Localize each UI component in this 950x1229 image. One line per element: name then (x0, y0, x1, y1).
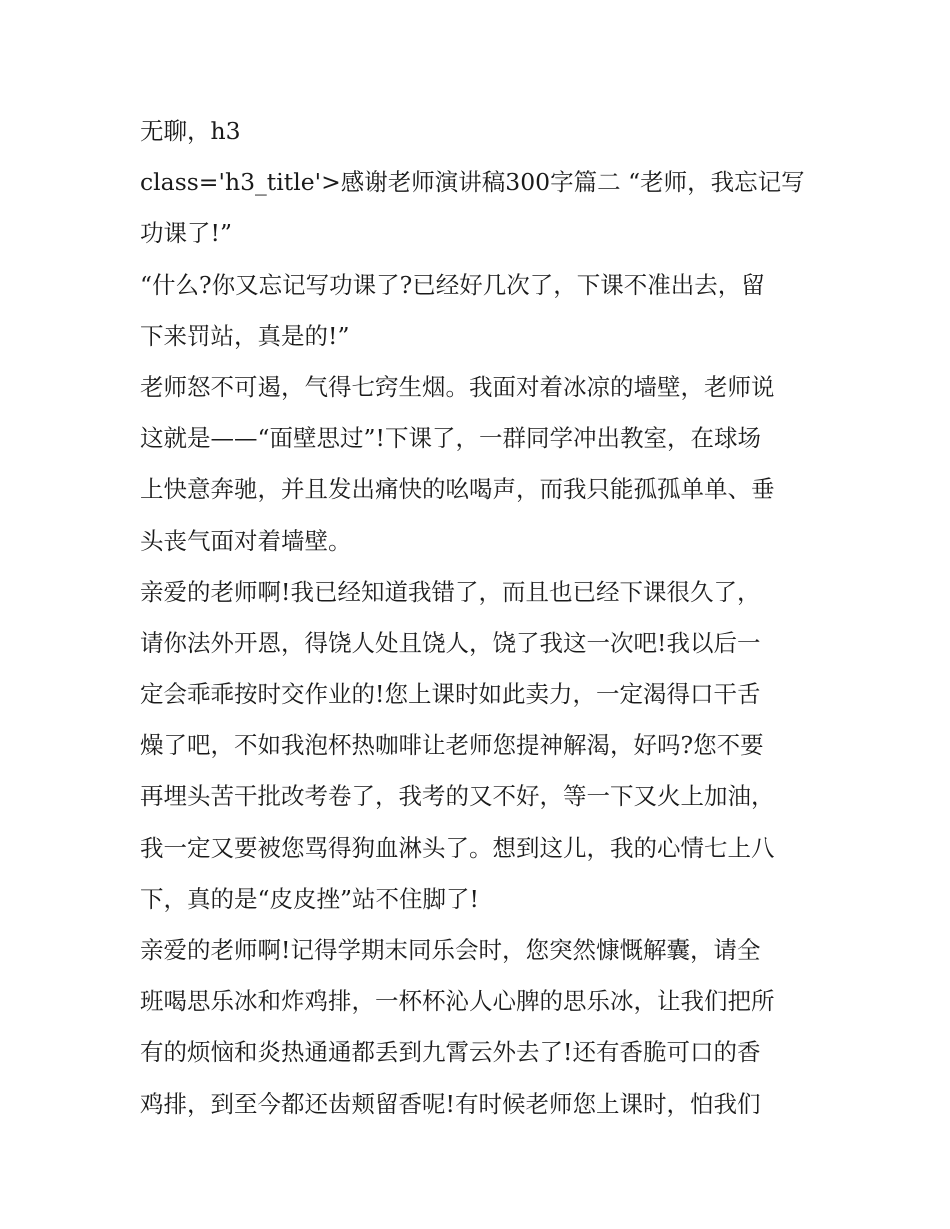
text-line: 老师怒不可遏，气得七窍生烟。我面对着冰凉的墙壁，老师说 (140, 372, 775, 401)
text-line: 定会乖乖按时交作业的!您上课时如此卖力，一定渴得口干舌 (140, 680, 761, 709)
text-line: 亲爱的老师啊!记得学期末同乐会时，您突然慷慨解囊，请全 (140, 936, 761, 964)
text-line: 鸡排，到至今都还齿颊留香呢!有时候老师您上课时，怕我们 (140, 1089, 761, 1118)
text-line: “什么?你又忘记写功课了?已经好几次了，下课不准出去，留 (140, 270, 765, 299)
text-line: class='h3_title'>感谢老师演讲稿300字篇二 “老师，我忘记写 (140, 168, 805, 197)
text-line: 下，真的是“皮皮挫”站不住脚了! (140, 884, 479, 913)
text-line: 头丧气面对着墙壁。 (140, 526, 352, 555)
text-line: 无聊，h3 (140, 117, 241, 145)
text-line: 再埋头苦干批改考卷了，我考的又不好，等一下又火上加油， (140, 782, 775, 811)
text-line: 功课了!” (140, 219, 232, 248)
document-text (140, 106, 830, 1130)
text-line: 燥了吧，不如我泡杯热咖啡让老师您提神解渴，好吗?您不要 (140, 731, 764, 760)
text-line: 下来罚站，真是的!” (140, 321, 350, 350)
text-line: 这就是——“面壁思过”!下课了，一群同学冲出教室，在球场 (140, 424, 761, 453)
text-line: 上快意奔驰，并且发出痛快的吆喝声，而我只能孤孤单单、垂 (140, 475, 775, 504)
text-line: 我一定又要被您骂得狗血淋头了。想到这儿，我的心情七上八 (140, 833, 775, 862)
text-line: 班喝思乐冰和炸鸡排，一杯杯沁人心脾的思乐冰，让我们把所 (140, 987, 775, 1016)
text-line: 亲爱的老师啊!我已经知道我错了，而且也已经下课很久了， (140, 577, 761, 606)
text-line: 有的烦恼和炎热通通都丢到九霄云外去了!还有香脆可口的香 (140, 1038, 761, 1067)
text-line: 请你法外开恩，得饶人处且饶人，饶了我这一次吧!我以后一 (140, 628, 761, 657)
